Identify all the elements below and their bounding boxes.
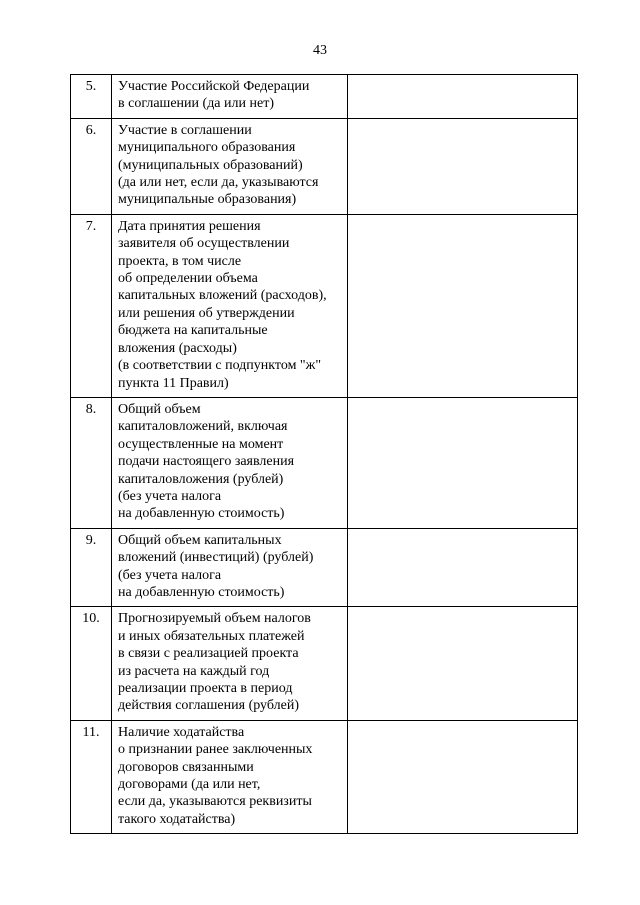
row-label-line: или решения об утверждении (118, 305, 295, 321)
row-label-line: и иных обязательных платежей (118, 628, 305, 644)
row-label-line: реализации проекта в период (118, 681, 293, 696)
row-label-line: (в соответствии с подпунктом "ж" (118, 358, 322, 374)
row-label-line: (муниципальных образований) (118, 157, 303, 173)
row-label-line: капиталовложений, включая (118, 419, 288, 435)
row-value-field[interactable] (348, 528, 578, 607)
page-number: 43 (313, 43, 327, 58)
row-label-line: Наличие ходатайства (118, 724, 245, 740)
row-label-line: Общий объем капитальных (118, 532, 282, 548)
form-table-body (71, 75, 578, 834)
row-label-line: если да, указываются реквизиты (118, 794, 312, 810)
row-label-line: муниципальные образования) (118, 192, 297, 208)
row-value-field[interactable] (348, 607, 578, 720)
row-label-line: вложения (расходы) (118, 340, 237, 356)
row-label-line: Участие в соглашении (118, 122, 252, 138)
table-row (71, 607, 578, 720)
row-label-line: вложений (инвестиций) (рублей) (118, 550, 314, 566)
row-label (112, 75, 348, 119)
row-label-line: заявителя об осуществлении (118, 236, 290, 252)
row-label-line: Участие Российской Федерации (118, 79, 310, 94)
row-label-line: на добавленную стоимость) (118, 506, 285, 522)
table-row (71, 118, 578, 214)
table-row (71, 75, 578, 119)
row-label-line: в связи с реализацией проекта (118, 646, 299, 662)
table-row (71, 528, 578, 607)
row-label-line: (без учета налога (118, 567, 222, 583)
row-number: 7. (71, 214, 112, 397)
row-label-line: такого ходатайства) (118, 811, 236, 827)
row-label-line: договоров связанными (118, 759, 254, 775)
table-row (71, 214, 578, 397)
row-label (112, 720, 348, 833)
row-label (112, 607, 348, 720)
row-label-line: об определении объема (118, 271, 258, 287)
row-label (112, 397, 348, 528)
row-label-line: подачи настоящего заявления (118, 454, 295, 470)
row-label-line: Общий объем (118, 401, 201, 417)
row-value-field[interactable] (348, 397, 578, 528)
row-label (112, 214, 348, 397)
row-label (112, 118, 348, 214)
row-number: 8. (71, 397, 112, 528)
application-form-table (70, 74, 578, 834)
row-label-line: из расчета на каждый год (118, 663, 270, 679)
row-number: 9. (71, 528, 112, 607)
row-label-line: осуществленные на момент (118, 436, 284, 452)
row-value-field[interactable] (348, 720, 578, 833)
row-label-line: бюджета на капитальные (118, 323, 268, 339)
row-label-line: Дата принятия решения (118, 218, 261, 234)
row-value-field[interactable] (348, 214, 578, 397)
row-label-line: договорами (да или нет, (118, 777, 261, 793)
row-label-line: проекта, в том числе (118, 253, 242, 269)
row-label-line: действия соглашения (рублей) (118, 698, 299, 714)
table-row (71, 397, 578, 528)
row-label-line: в соглашении (да или нет) (118, 96, 274, 112)
row-label (112, 528, 348, 607)
row-label-line: пункта 11 Правил) (118, 375, 229, 391)
row-label-line: капиталовложения (рублей) (118, 471, 284, 487)
row-number: 11. (71, 720, 112, 833)
row-number: 5. (71, 75, 112, 119)
row-label-line: муниципального образования (118, 140, 296, 156)
row-label-line: Прогнозируемый объем налогов (118, 611, 311, 627)
row-label-line: капитальных вложений (расходов), (118, 288, 327, 304)
row-number: 6. (71, 118, 112, 214)
row-label-line: (да или нет, если да, указываются (118, 175, 319, 191)
row-label-line: на добавленную стоимость) (118, 584, 285, 600)
table-row (71, 720, 578, 833)
row-value-field[interactable] (348, 118, 578, 214)
row-label-line: (без учета налога (118, 488, 222, 504)
row-number: 10. (71, 607, 112, 720)
row-label-line: о признании ранее заключенных (118, 742, 313, 758)
row-value-field[interactable] (348, 75, 578, 119)
